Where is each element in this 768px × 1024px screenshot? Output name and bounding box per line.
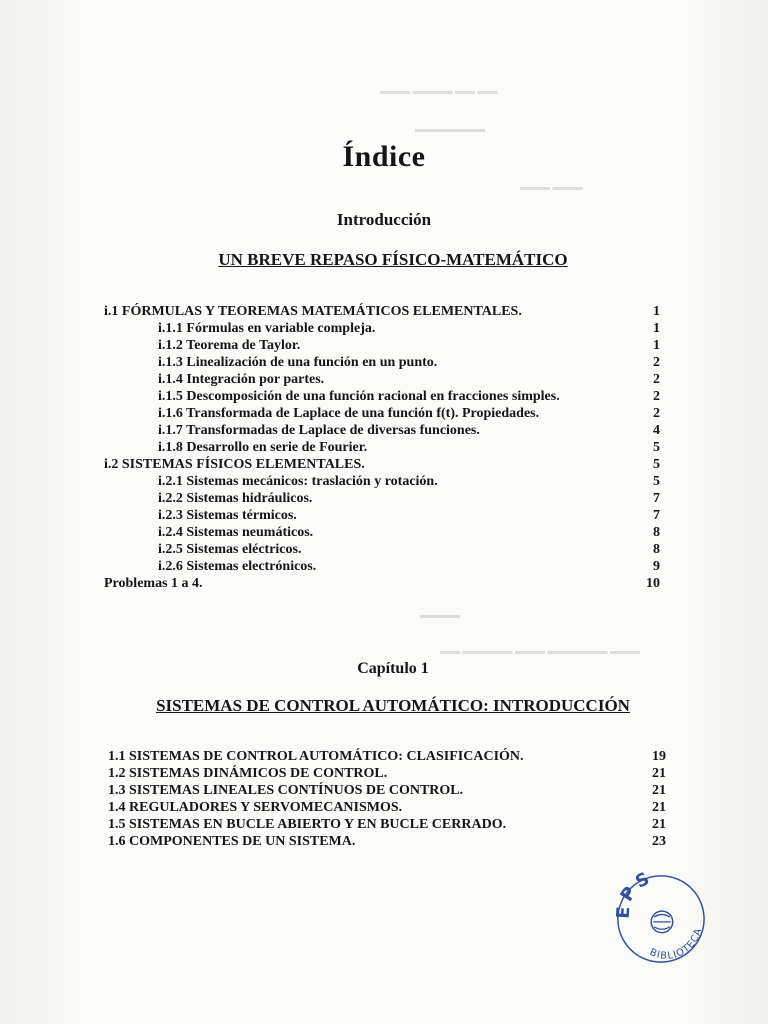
toc-page-number: 9: [653, 559, 660, 574]
toc-entry-text: i.2.5 Sistemas eléctricos.: [158, 542, 302, 557]
toc-entry-text: i.2.3 Sistemas térmicos.: [158, 508, 297, 523]
toc-page-number: 21: [652, 817, 666, 832]
bleed-through-mark: ▬▬▬▬▬▬▬: [415, 124, 485, 135]
toc-row: [0, 456, 768, 473]
toc-entry-text: i.2.4 Sistemas neumáticos.: [158, 525, 314, 540]
toc-entry-text: i.1.7 Transformadas de Laplace de diversas funciones.: [158, 423, 480, 438]
toc-page-number: 19: [652, 749, 666, 764]
toc-row: [0, 833, 768, 850]
toc-page-number: 5: [653, 457, 660, 472]
toc-entry-text: i.1.1 Fórmulas en variable compleja.: [158, 321, 376, 336]
toc-row: [0, 782, 768, 799]
section1-toc: [0, 303, 768, 592]
stamp-bottom-text: BIBLIOTECA: [647, 926, 705, 962]
toc-entry-text: i.1.4 Integración por partes.: [158, 372, 325, 387]
toc-entry-text: i.2.1 Sistemas mecánicos: traslación y rotación.: [158, 474, 438, 489]
toc-row: [0, 799, 768, 816]
intro-label: Introducción: [336, 210, 432, 229]
toc-page-number: 2: [653, 389, 660, 404]
toc-row: [0, 541, 768, 558]
toc-entry-text: 1.3 SISTEMAS LINEALES CONTÍNUOS DE CONTROL.: [108, 783, 464, 798]
toc-entry-text: Problemas 1 a 4.: [104, 576, 203, 591]
toc-page-number: 5: [653, 440, 660, 455]
chapter1-title: SISTEMAS DE CONTROL AUTOMÁTICO: INTRODUCCIÓN: [156, 696, 630, 715]
bleed-through-mark: ▬▬ ▬▬▬▬▬ ▬▬▬ ▬▬▬▬▬▬ ▬▬▬: [440, 646, 640, 657]
toc-entry-text: i.1.8 Desarrollo en serie de Fourier.: [158, 440, 368, 455]
toc-page-number: 1: [653, 338, 660, 353]
toc-row: [0, 303, 768, 320]
chapter1-toc: [0, 748, 768, 850]
toc-page-number: 21: [652, 800, 666, 815]
toc-entry-text: i.1.3 Linealización de una función en un punto.: [158, 355, 438, 370]
toc-entry-text: 1.1 SISTEMAS DE CONTROL AUTOMÁTICO: CLASIFICACIÓN.: [108, 749, 524, 764]
toc-entry-text: 1.2 SISTEMAS DINÁMICOS DE CONTROL.: [108, 766, 388, 781]
bleed-through-mark: ▬▬▬ ▬▬▬▬ ▬▬ ▬▬: [380, 86, 498, 97]
toc-row: [0, 507, 768, 524]
toc-entry-text: 1.4 REGULADORES Y SERVOMECANISMOS.: [108, 800, 403, 815]
toc-row: [0, 473, 768, 490]
toc-page-number: 7: [653, 508, 660, 523]
toc-entry-text: i.1.5 Descomposición de una función racional en fracciones simples.: [158, 389, 560, 404]
toc-page-number: 21: [652, 783, 666, 798]
toc-row: [0, 337, 768, 354]
toc-row: [0, 388, 768, 405]
toc-page-number: 23: [652, 834, 666, 849]
toc-entry-text: i.1.6 Transformada de Laplace de una función f(t). Propiedades.: [158, 406, 540, 421]
toc-row: [0, 371, 768, 388]
bleed-through-mark: ▬▬▬ ▬▬▬: [520, 182, 583, 193]
toc-entry-text: i.1.2 Teorema de Taylor.: [158, 338, 301, 353]
toc-page-number: 7: [653, 491, 660, 506]
toc-page-number: 4: [653, 423, 660, 438]
toc-row: [0, 558, 768, 575]
toc-page-number: 5: [653, 474, 660, 489]
toc-entry-text: 1.5 SISTEMAS EN BUCLE ABIERTO Y EN BUCLE CERRADO.: [108, 817, 507, 832]
toc-row: [0, 575, 768, 592]
toc-row: [0, 405, 768, 422]
toc-row: [0, 320, 768, 337]
chapter1-label: Capítulo 1: [357, 660, 429, 677]
toc-row: [0, 490, 768, 507]
toc-row: [0, 354, 768, 371]
toc-page-number: 2: [653, 372, 660, 387]
library-stamp: [610, 868, 708, 966]
toc-row: [0, 765, 768, 782]
toc-row: [0, 422, 768, 439]
toc-entry-text: 1.6 COMPONENTES DE UN SISTEMA.: [108, 834, 356, 849]
toc-page-number: 1: [653, 304, 660, 319]
index-title: Índice: [342, 140, 426, 173]
toc-page-number: 10: [646, 576, 660, 591]
toc-row: [0, 524, 768, 541]
toc-entry-text: i.2.6 Sistemas electrónicos.: [158, 559, 317, 574]
toc-page-number: 8: [653, 542, 660, 557]
bleed-through-mark: ▬▬▬▬: [420, 610, 460, 621]
toc-page-number: 8: [653, 525, 660, 540]
toc-entry-text: i.2 SISTEMAS FÍSICOS ELEMENTALES.: [104, 457, 365, 472]
toc-page-number: 21: [652, 766, 666, 781]
toc-row: [0, 748, 768, 765]
svg-text:EPS: [614, 868, 657, 919]
toc-row: [0, 816, 768, 833]
stamp-top-text: EPS: [613, 868, 657, 920]
section1-title: UN BREVE REPASO FÍSICO-MATEMÁTICO: [218, 250, 568, 269]
toc-page-number: 2: [653, 355, 660, 370]
toc-page-number: 1: [653, 321, 660, 336]
toc-row: [0, 439, 768, 456]
toc-page-number: 2: [653, 406, 660, 421]
toc-entry-text: i.1 FÓRMULAS Y TEOREMAS MATEMÁTICOS ELEMENTALES.: [104, 304, 522, 319]
toc-entry-text: i.2.2 Sistemas hidráulicos.: [158, 491, 313, 506]
